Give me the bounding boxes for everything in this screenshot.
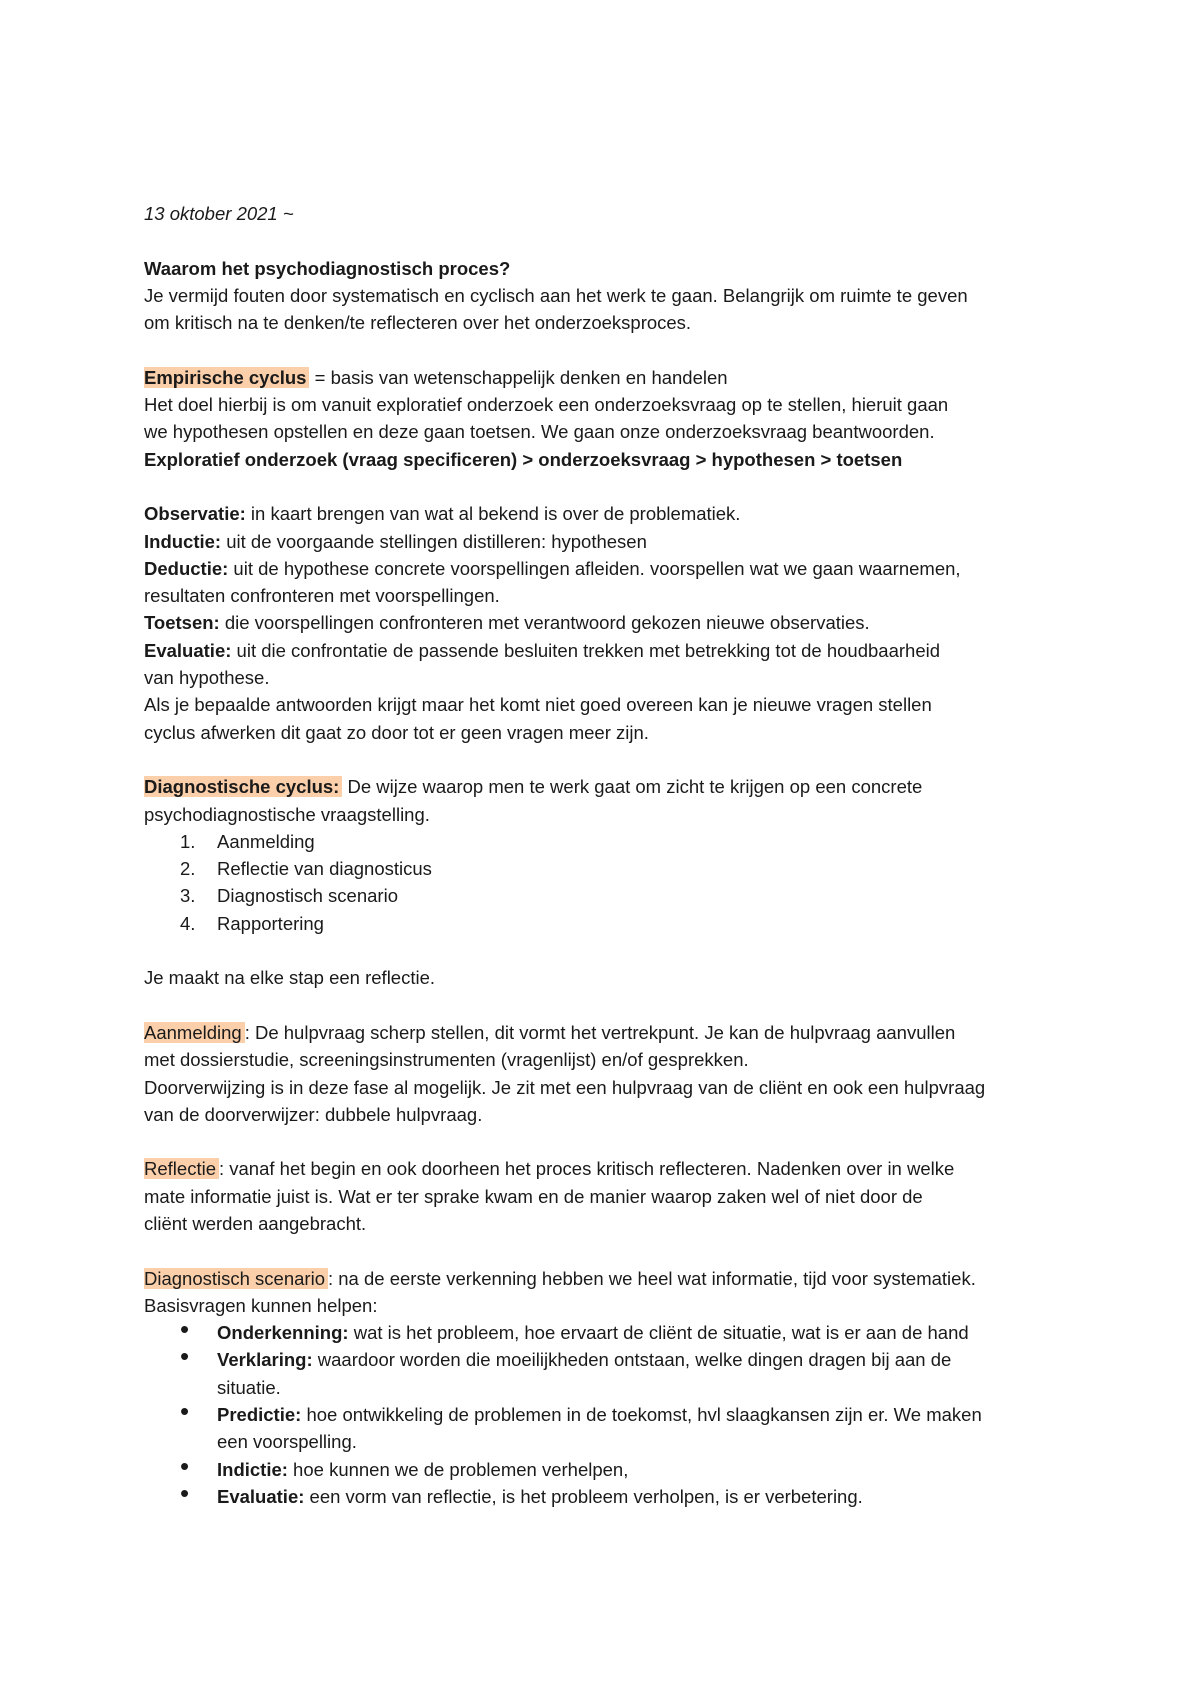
empirisch-def-text: = basis van wetenschappelijk denken en handelen	[309, 366, 728, 388]
inductie-text: uit de voorgaande stellingen distilleren: hypothesen	[221, 530, 647, 552]
bullet-text: wat is het probleem, hoe ervaart de cliënt de situatie, wat is er aan de hand	[348, 1322, 969, 1344]
spacer	[144, 227, 1090, 254]
date-line: 13 oktober 2021 ~	[144, 203, 294, 224]
diagnostisch-term-highlight: Diagnostische cyclus:	[144, 776, 342, 797]
list-number: 4.	[180, 912, 196, 934]
list-number: 2.	[180, 858, 196, 880]
diagnostisch-text-1: De wijze waarop men te werk gaat om zicht te krijgen op een concrete	[342, 776, 923, 798]
toetsen-text: die voorspellingen confronteren met verantwoord gekozen nieuwe observaties.	[219, 612, 870, 634]
als-line-1: Als je bepaalde antwoorden krijgt maar het komt niet goed overeen kan je nieuwe vragen stellen	[144, 694, 932, 716]
list-number: 3.	[180, 885, 196, 907]
observatie-line	[144, 500, 1090, 527]
aanmelding-line-4: van de doorverwijzer: dubbele hulpvraag.	[144, 1103, 483, 1125]
spacer	[144, 336, 1090, 363]
evaluatie-line	[144, 637, 1090, 664]
list-item	[180, 910, 1090, 937]
diagnostisch-definition	[144, 773, 1090, 800]
list-item-label: Rapportering	[217, 912, 324, 934]
bullet-label: Evaluatie:	[217, 1485, 305, 1507]
list-item	[217, 1483, 1090, 1510]
list-item-label: Diagnostisch scenario	[217, 885, 398, 907]
empirisch-flow: Exploratief onderzoek (vraag specificeren) > onderzoeksvraag > hypothesen > toetsen	[144, 448, 903, 470]
toetsen-label: Toetsen:	[144, 612, 220, 634]
list-item	[217, 1319, 1090, 1346]
reflectie-line-1	[144, 1155, 1090, 1182]
spacer	[144, 1128, 1090, 1155]
intro-line-1: Je vermijd fouten door systematisch en cyclisch aan het werk te gaan. Belangrijk om ruimte te geven	[144, 284, 968, 306]
empirisch-line-2: we hypothesen opstellen en deze gaan toetsen. We gaan onze onderzoeksvraag beantwoorden.	[144, 421, 935, 443]
bullet-label: Indictie:	[217, 1458, 288, 1480]
inductie-label: Inductie:	[144, 530, 222, 552]
spacer	[144, 746, 1090, 773]
spacer	[144, 1237, 1090, 1264]
reflectie-text-1: : vanaf het begin en ook doorheen het proces kritisch reflecteren. Nadenken over in welke	[218, 1158, 955, 1180]
bullet-text: hoe kunnen we de problemen verhelpen,	[287, 1458, 629, 1480]
intro-line-2: om kritisch na te denken/te reflecteren over het onderzoeksproces.	[144, 312, 692, 334]
list-number: 1.	[180, 830, 196, 852]
deductie-text: uit de hypothese concrete voorspellingen afleiden. voorspellen wat we gaan waarnemen,	[228, 557, 961, 579]
aanmelding-text-1: : De hulpvraag scherp stellen, dit vormt het vertrekpunt. Je kan de hulpvraag aanvullen	[244, 1021, 956, 1043]
diagnostisch-text-2: psychodiagnostische vraagstelling.	[144, 803, 430, 825]
inductie-line	[144, 528, 1090, 555]
deductie-line	[144, 555, 1090, 582]
list-item	[180, 855, 1090, 882]
empirisch-term-highlight: Empirische cyclus	[144, 367, 309, 388]
deductie-line-2: resultaten confronteren met voorspellingen.	[144, 585, 500, 607]
intro-heading: Waarom het psychodiagnostisch proces?	[144, 257, 511, 279]
aanmelding-term-highlight: Aanmelding	[144, 1022, 245, 1043]
scenario-line-2: Basisvragen kunnen helpen:	[144, 1294, 378, 1316]
als-line-2: cyclus afwerken dit gaat zo door tot er geen vragen meer zijn.	[144, 721, 649, 743]
toetsen-line	[144, 609, 1090, 636]
diagnostisch-steps-list	[144, 828, 1090, 937]
evaluatie-text: uit die confrontatie de passende besluiten trekken met betrekking tot de houdbaarheid	[231, 639, 941, 661]
deductie-label: Deductie:	[144, 557, 229, 579]
spacer	[144, 937, 1090, 964]
reflectie-line-3: cliënt werden aangebracht.	[144, 1212, 367, 1234]
list-item-label: Aanmelding	[217, 830, 315, 852]
bullet-text-continued: een voorspelling.	[217, 1431, 357, 1453]
list-item	[180, 882, 1090, 909]
scenario-term-highlight: Diagnostisch scenario	[144, 1268, 328, 1289]
observatie-text: in kaart brengen van wat al bekend is over de problematiek.	[245, 503, 741, 525]
bullet-text-continued: situatie.	[217, 1376, 281, 1398]
aanmelding-line-1	[144, 1019, 1090, 1046]
spacer	[144, 473, 1090, 500]
empirisch-definition	[144, 364, 1090, 391]
scenario-text-1: : na de eerste verkenning hebben we heel wat informatie, tijd voor systematiek.	[327, 1267, 976, 1289]
empirisch-line-1: Het doel hierbij is om vanuit exploratief onderzoek een onderzoeksvraag op te stellen, hieruit gaan	[144, 394, 949, 416]
bullet-text: hoe ontwikkeling de problemen in de toekomst, hvl slaagkansen zijn er. We maken	[301, 1404, 982, 1426]
list-item	[180, 828, 1090, 855]
evaluatie-line-2: van hypothese.	[144, 667, 270, 689]
list-item	[217, 1456, 1090, 1483]
evaluatie-label: Evaluatie:	[144, 639, 232, 661]
aanmelding-line-3: Doorverwijzing is in deze fase al mogelijk. Je zit met een hulpvraag van de cliënt en ook een hulpvraag	[144, 1076, 986, 1098]
list-item	[217, 1401, 1090, 1456]
reflectie-line-2: mate informatie juist is. Wat er ter sprake kwam en de manier waarop zaken wel of niet door de	[144, 1185, 923, 1207]
list-item-label: Reflectie van diagnosticus	[217, 858, 432, 880]
bullet-text: een vorm van reflectie, is het probleem verholpen, is er verbetering.	[304, 1485, 863, 1507]
bullet-label: Onderkenning:	[217, 1322, 349, 1344]
bullet-text: waardoor worden die moeilijkheden ontstaan, welke dingen dragen bij aan de	[312, 1349, 952, 1371]
scenario-line-1	[144, 1265, 1090, 1292]
reflectie-note: Je maakt na elke stap een reflectie.	[144, 967, 436, 989]
list-item	[217, 1346, 1090, 1401]
bullet-label: Predictie:	[217, 1404, 302, 1426]
spacer	[144, 992, 1090, 1019]
observatie-label: Observatie:	[144, 503, 246, 525]
bullet-label: Verklaring:	[217, 1349, 313, 1371]
scenario-bullet-list	[144, 1319, 1090, 1510]
reflectie-term-highlight: Reflectie	[144, 1158, 219, 1179]
aanmelding-line-2: met dossierstudie, screeningsinstrumenten (vragenlijst) en/of gesprekken.	[144, 1049, 749, 1071]
